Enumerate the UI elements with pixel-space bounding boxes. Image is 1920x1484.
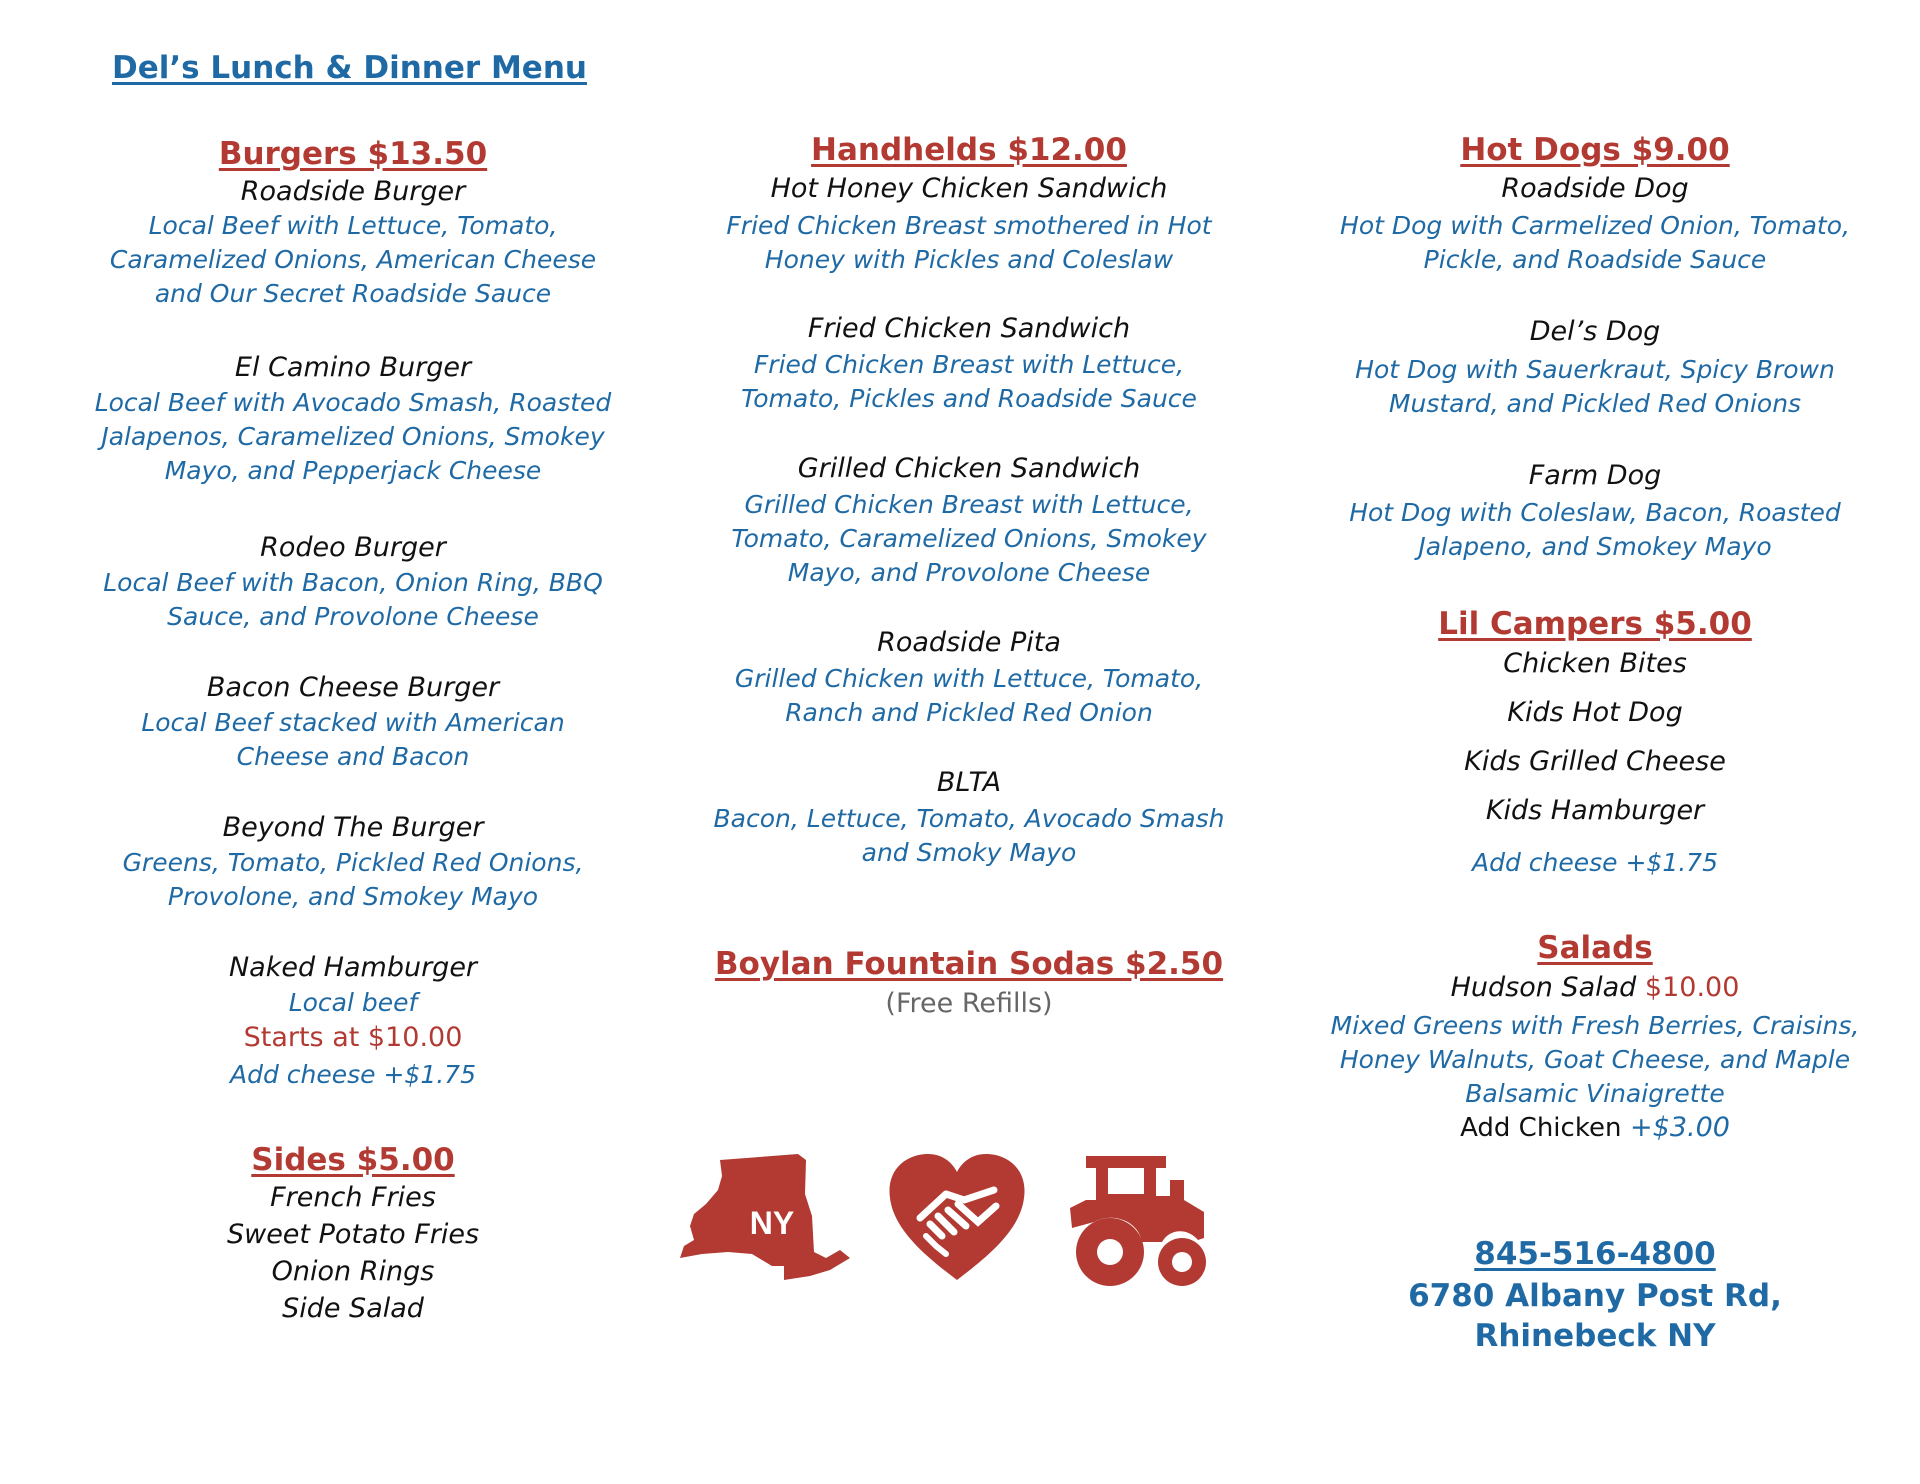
kids-item: Kids Grilled Cheese [1464, 746, 1726, 777]
menu-title: Del’s Lunch & Dinner Menu [112, 50, 587, 86]
price-note: Starts at $10.00 [243, 1022, 463, 1053]
menu-item-desc: Greens, Tomato, Pickled Red Onions, Provolone, and Smokey Mayo [122, 848, 584, 911]
kids-item: Kids Hamburger [1485, 795, 1705, 826]
menu-item-name: Roadside Dog [1501, 173, 1689, 204]
sodas-note: (Free Refills) [885, 988, 1053, 1019]
salad-name: Hudson Salad [1450, 972, 1637, 1003]
handhelds-heading: Handhelds $12.00 [811, 132, 1127, 168]
menu-item-name: Grilled Chicken Sandwich [797, 453, 1141, 484]
burgers-heading: Burgers $13.50 [218, 136, 488, 172]
menu-item-name: Roadside Pita [877, 627, 1061, 658]
salad-addon [1325, 1112, 1865, 1143]
icons-row [680, 1150, 1220, 1290]
handshake-heart-icon [886, 1150, 1028, 1290]
lil-campers-heading: Lil Campers $5.00 [1438, 606, 1752, 642]
menu-item-name: Hot Honey Chicken Sandwich [770, 173, 1168, 204]
menu-item-name: Del’s Dog [1529, 316, 1661, 347]
menu-item-desc: Local Beef stacked with American Cheese and Bacon [141, 708, 565, 771]
menu-item-desc: Grilled Chicken with Lettuce, Tomato, Ranch and Pickled Red Onion [734, 664, 1204, 727]
sodas-heading: Boylan Fountain Sodas $2.50 [714, 946, 1224, 982]
salad-addon-label: Add Chicken [1460, 1113, 1622, 1143]
salads-heading: Salads [1537, 930, 1653, 966]
menu-item-name: Naked Hamburger [228, 952, 478, 983]
address-line-2: Rhinebeck NY [1474, 1318, 1716, 1354]
phone-number[interactable]: 845-516-4800 [1474, 1236, 1716, 1272]
menu-item-desc: Fried Chicken Breast with Lettuce, Tomato, Pickles and Roadside Sauce [741, 350, 1197, 413]
menu-item-desc: Local Beef with Avocado Smash, Roasted Jalapenos, Caramelized Onions, Smokey Mayo, and Pepperjack Cheese [94, 388, 612, 485]
address-line-1: 6780 Albany Post Rd, [1408, 1278, 1782, 1314]
tractor-icon [1066, 1156, 1216, 1290]
side-item: Side Salad [282, 1293, 424, 1324]
menu-item-desc: Local Beef with Bacon, Onion Ring, BBQ Sauce, and Provolone Cheese [103, 568, 603, 631]
menu-item-name: Bacon Cheese Burger [206, 672, 500, 703]
menu-item-desc: Hot Dog with Sauerkraut, Spicy Brown Mustard, and Pickled Red Onions [1355, 355, 1835, 418]
menu-item-name: Beyond The Burger [222, 812, 484, 843]
kids-item: Chicken Bites [1503, 648, 1687, 679]
menu-item-name: Farm Dog [1528, 460, 1662, 491]
menu-item-desc: Bacon, Lettuce, Tomato, Avocado Smash and Smoky Mayo [713, 804, 1225, 867]
kids-item: Kids Hot Dog [1507, 697, 1683, 728]
side-item: Sweet Potato Fries [226, 1219, 480, 1250]
salad-desc: Mixed Greens with Fresh Berries, Craisins, Honey Walnuts, Goat Cheese, and Maple Balsamic Vinaigrette [1330, 1011, 1860, 1108]
menu-item-name: El Camino Burger [234, 352, 472, 383]
menu-item-desc: Hot Dog with Carmelized Onion, Tomato, Pickle, and Roadside Sauce [1340, 211, 1850, 274]
menu-item-name: BLTA [936, 767, 1002, 798]
salad-item [1325, 972, 1865, 1003]
svg-text:NY: NY [749, 1205, 795, 1241]
menu-item-desc: Local Beef with Lettuce, Tomato, Caramelized Onions, American Cheese and Our Secret Roadside Sauce [109, 211, 597, 308]
salad-addon-price: +$3.00 [1630, 1112, 1730, 1143]
salad-price: $10.00 [1644, 972, 1740, 1003]
addon-note: Add cheese +$1.75 [1471, 848, 1718, 877]
menu-item-desc: Local beef [288, 988, 418, 1017]
menu-item-desc: Grilled Chicken Breast with Lettuce, Tomato, Caramelized Onions, Smokey Mayo, and Provolone Cheese [731, 490, 1207, 587]
ny-state-icon [680, 1154, 860, 1290]
addon-note: Add cheese +$1.75 [229, 1060, 476, 1089]
hotdogs-heading: Hot Dogs $9.00 [1460, 132, 1730, 168]
menu-item-name: Rodeo Burger [260, 532, 446, 563]
menu-item-name: Fried Chicken Sandwich [807, 313, 1131, 344]
side-item: French Fries [270, 1182, 436, 1213]
sides-heading: Sides $5.00 [251, 1142, 455, 1178]
menu-item-desc: Hot Dog with Coleslaw, Bacon, Roasted Jalapeno, and Smokey Mayo [1349, 498, 1841, 561]
side-item: Onion Rings [271, 1256, 435, 1287]
menu-item-desc: Fried Chicken Breast smothered in Hot Honey with Pickles and Coleslaw [726, 211, 1212, 274]
menu-item-name: Roadside Burger [240, 176, 466, 207]
